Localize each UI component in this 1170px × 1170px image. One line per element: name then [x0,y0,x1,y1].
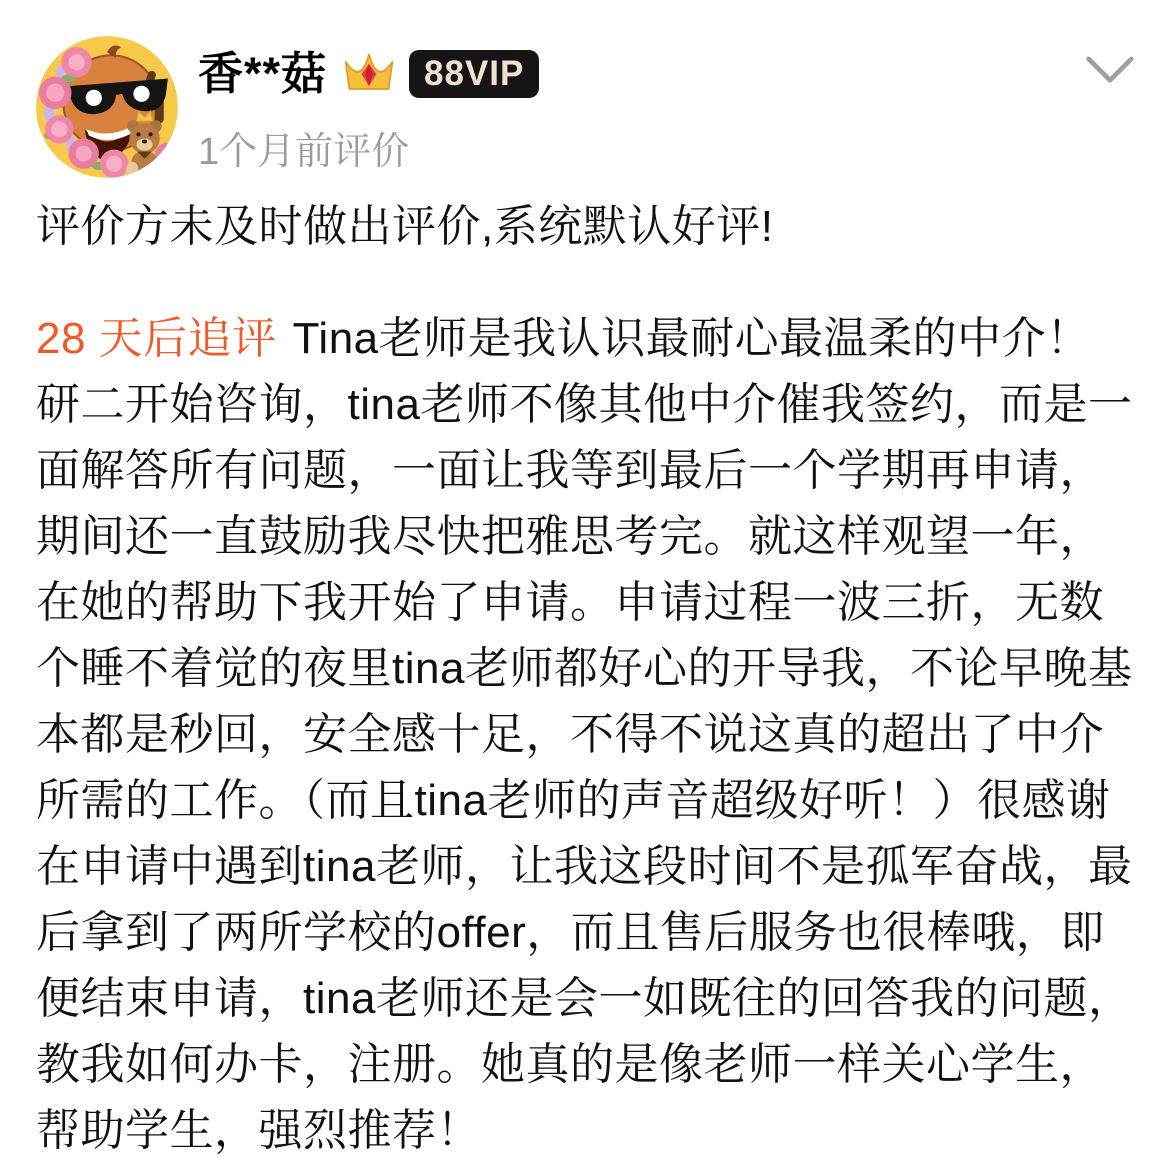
followup-review [36,306,1134,1164]
name-row [198,46,539,102]
system-default-note: 评价方未及时做出评价,系统默认好评! [36,202,774,251]
chevron-down-icon[interactable] [1084,52,1136,90]
review-timestamp: 1个月前评价 [198,131,410,173]
review-content [0,194,1170,1164]
review-header [0,0,1170,178]
header-info [198,36,539,178]
crown-icon [341,46,397,102]
avatar-illustration [36,36,178,178]
vip-badge: 88VIP [409,50,539,98]
user-avatar[interactable] [36,36,178,178]
followup-tag: 28 天后追评 [36,314,277,363]
followup-text: Tina老师是我认识最耐心最温柔的中介！研二开始咨询，tina老师不像其他中介催我签约，而是一面解答所有问题，一面让我等到最后一个学期再申请，期间还一直鼓励我尽快把雅思考完。就这样观望一年，在她的帮助下我开始了申请。申请过程一波三折，无数个睡不着觉的夜里tina老师都好心的开导我，不论早晚基本都是秒回，安全感十足，不得不说这真的超出了中介所需的工作。（而且tina老师的声音超级好听！）很感谢在申请中遇到tina老师，让我这段时间不是孤军奋战，最后拿到了两所学校的offer，而且售后服务也很棒哦，即便结束申请，tina老师还是会一如既往的回答我的问题，教我如何办卡，注册。她真的是像老师一样关心学生，帮助学生，强烈推荐！ [36,314,1133,1155]
username: 香**菇 [198,48,328,99]
